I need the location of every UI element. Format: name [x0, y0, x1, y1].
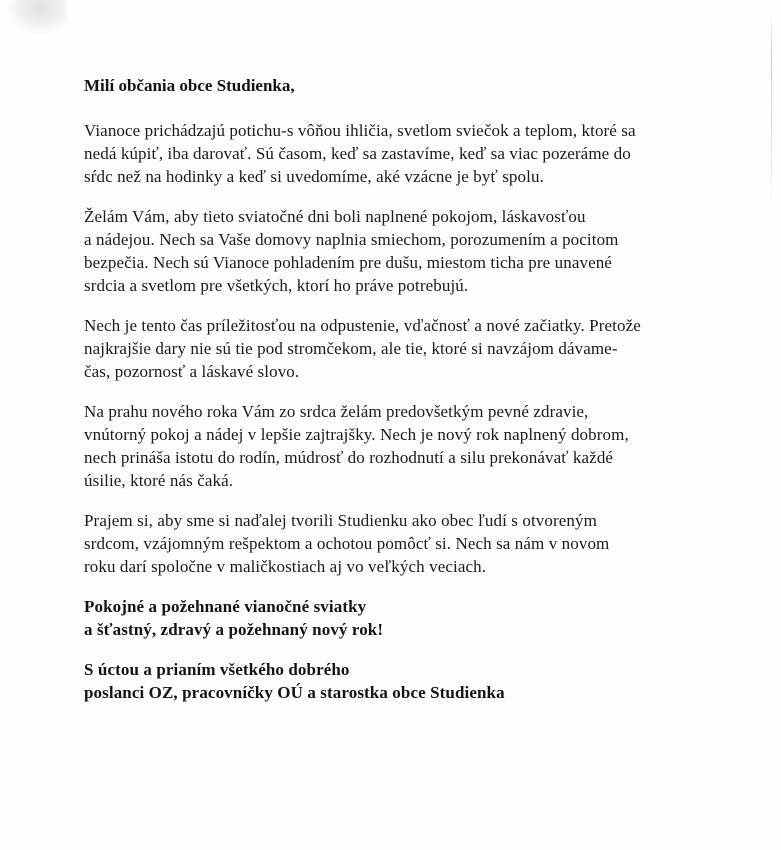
- paragraph-forgiveness: [84, 314, 741, 383]
- paragraph-new-year: [84, 400, 741, 492]
- paragraph-line: Nech je tento čas príležitosťou na odpustenie, vďačnosť a nové začiatky. Pretože: [84, 316, 641, 335]
- closing-line: a šťastný, zdravý a požehnaný nový rok!: [84, 620, 384, 639]
- paragraph-intro: [84, 119, 741, 188]
- paragraph-line: Na prahu nového roka Vám zo srdca želám predovšetkým pevné zdravie,: [84, 402, 589, 421]
- paragraph-line: srdcia a svetlom pre všetkých, ktorí ho práve potrebujú.: [84, 276, 469, 295]
- signature-line: S úctou a prianím všetkého dobrého: [84, 660, 350, 679]
- paragraph-line: sŕdc než na hodinky a keď si uvedomíme, aké vzácne je byť spolu.: [84, 167, 544, 186]
- paragraph-line: úsilie, ktoré nás čaká.: [84, 471, 234, 490]
- closing-wish: [84, 595, 741, 641]
- paragraph-line: roku darí spoločne v maličkostiach aj vo veľkých veciach.: [84, 557, 487, 576]
- paragraph-line: srdcom, vzájomným rešpektom a ochotou pomôcť si. Nech sa nám v novom: [84, 534, 610, 553]
- paragraph-line: Prajem si, aby sme si naďalej tvorili Studienku ako obec ľudí s otvoreným: [84, 511, 597, 530]
- letter-body: [84, 74, 741, 721]
- scan-line-artifact: [771, 14, 772, 214]
- paragraph-line: čas, pozornosť a láskavé slovo.: [84, 362, 300, 381]
- paragraph-community: [84, 509, 741, 578]
- paragraph-line: bezpečia. Nech sú Vianoce pohladením pre dušu, miestom ticha pre unavené: [84, 253, 612, 272]
- signature-line: poslanci OZ, pracovníčky OÚ a starostka obce Studienka: [84, 683, 505, 702]
- paragraph-line: najkrajšie dary nie sú tie pod stromčekom, ale tie, ktoré si navzájom dávame-: [84, 339, 618, 358]
- paragraph-line: nedá kúpiť, iba darovať. Sú časom, keď sa zastavíme, keď sa viac pozeráme do: [84, 144, 631, 163]
- closing-line: Pokojné a požehnané vianočné sviatky: [84, 597, 367, 616]
- paragraph-line: Vianoce prichádzajú potichu-s vôňou ihličia, svetlom sviečok a teplom, ktoré sa: [84, 121, 636, 140]
- paragraph-line: a nádejou. Nech sa Vaše domovy naplnia smiechom, porozumením a pocitom: [84, 230, 619, 249]
- paragraph-wish: [84, 205, 741, 297]
- signature: [84, 658, 741, 704]
- scan-smudge-artifact: [6, 0, 68, 34]
- paragraph-line: Želám Vám, aby tieto sviatočné dni boli naplnené pokojom, láskavosťou: [84, 207, 586, 226]
- salutation: Milí občania obce Studienka,: [84, 76, 295, 95]
- paragraph-line: vnútorný pokoj a nádej v lepšie zajtrajšky. Nech je nový rok naplnený dobrom,: [84, 425, 629, 444]
- paragraph-line: nech prináša istotu do rodín, múdrosť do rozhodnutí a silu prekonávať každé: [84, 448, 614, 467]
